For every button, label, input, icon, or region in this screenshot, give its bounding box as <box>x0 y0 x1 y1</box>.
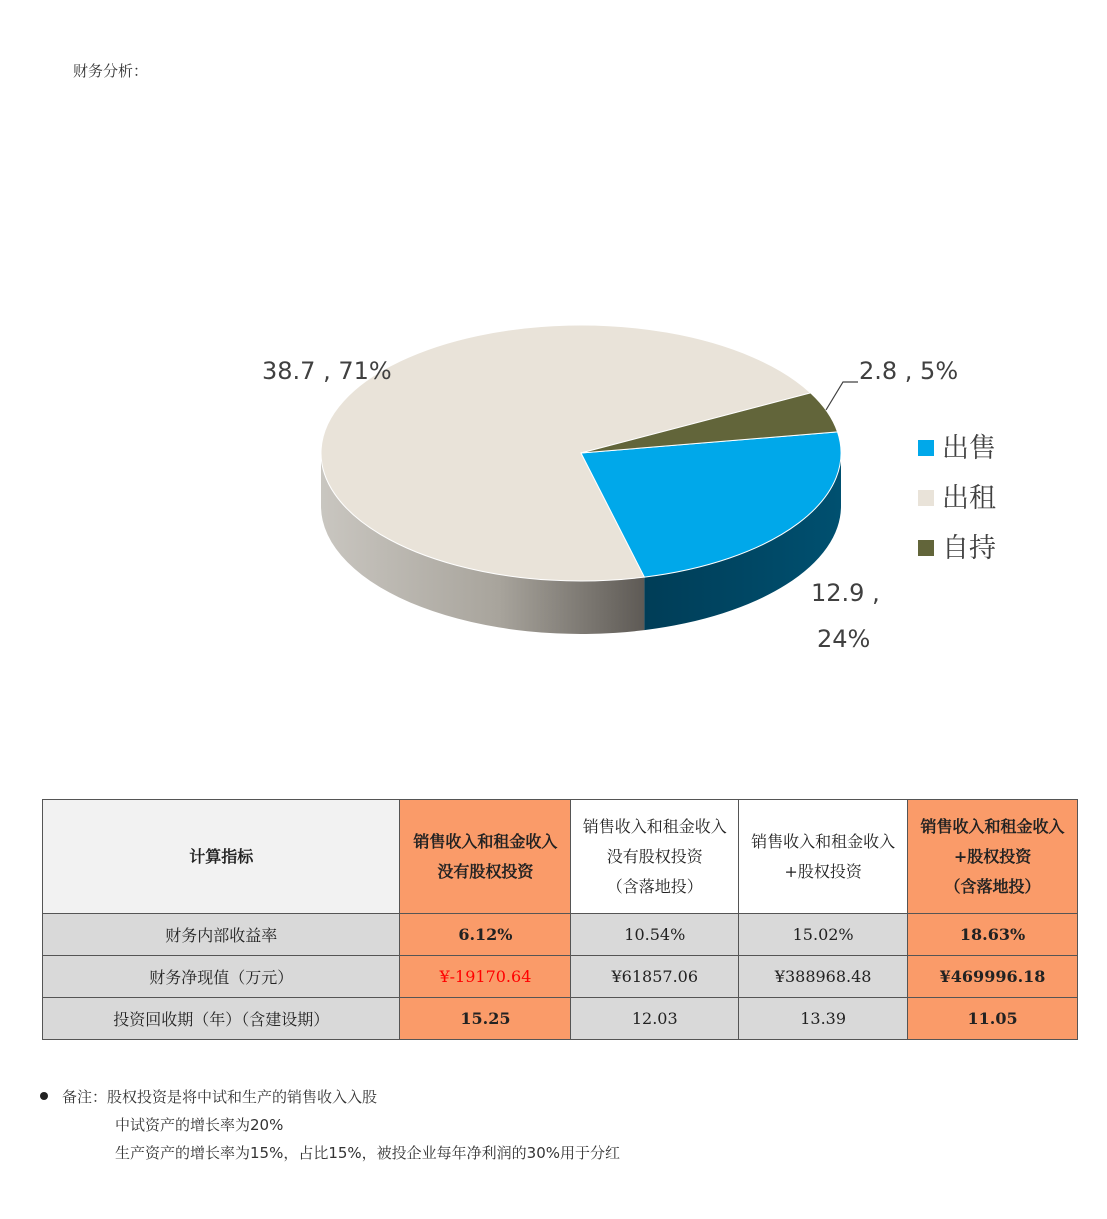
note-line-2: 中试资产的增长率为20% <box>115 1116 284 1134</box>
table-cell: 12.03 <box>571 998 739 1040</box>
financial-table <box>42 799 1078 1040</box>
table-cell: 15.25 <box>400 998 571 1040</box>
table-cell: 6.12% <box>400 914 571 956</box>
note-line-1: 备注：股权投资是将中试和生产的销售收入入股 <box>62 1088 378 1106</box>
table-cell-negative: ¥-19170.64 <box>400 956 571 998</box>
pie-label-sale-percent: 24% <box>817 625 871 653</box>
chart-legend <box>918 433 996 564</box>
table-cell: 15.02% <box>739 914 908 956</box>
table-row <box>43 914 1078 956</box>
row-label: 财务内部收益率 <box>43 914 400 956</box>
header-metric: 计算指标 <box>43 800 400 914</box>
table-row <box>43 998 1078 1040</box>
table-cell: 13.39 <box>739 998 908 1040</box>
table-cell: 18.63% <box>908 914 1078 956</box>
legend-swatch-rent <box>918 490 934 506</box>
financial-table-wrapper <box>42 799 1078 1040</box>
header-col-3: 销售收入和租金收入 +股权投资 <box>739 800 908 914</box>
legend-swatch-sale <box>918 440 934 456</box>
pie-label-self: 2.8 , 5% <box>859 357 959 385</box>
row-label: 投资回收期（年）（含建设期） <box>43 998 400 1040</box>
table-header-row <box>43 800 1078 914</box>
table-cell: 11.05 <box>908 998 1078 1040</box>
header-col-1: 销售收入和租金收入 没有股权投资 <box>400 800 571 914</box>
table-cell: ¥469996.18 <box>908 956 1078 998</box>
row-label: 财务净现值（万元） <box>43 956 400 998</box>
table-cell: ¥61857.06 <box>571 956 739 998</box>
header-col-4: 销售收入和租金收入 +股权投资 （含落地投） <box>908 800 1078 914</box>
table-row <box>43 956 1078 998</box>
section-title: 财务分析： <box>73 62 149 80</box>
bullet-icon <box>40 1092 48 1100</box>
legend-label-sale: 出售 <box>942 433 996 464</box>
legend-label-self: 自持 <box>942 533 996 564</box>
table-cell: ¥388968.48 <box>739 956 908 998</box>
table-cell: 10.54% <box>571 914 739 956</box>
header-col-2: 销售收入和租金收入 没有股权投资 （含落地投） <box>571 800 739 914</box>
pie-label-sale-value: 12.9 , <box>811 579 880 607</box>
legend-label-rent: 出租 <box>942 483 996 514</box>
note-line-3: 生产资产的增长率为15%，占比15%，被投企业每年净利润的30%用于分红 <box>115 1144 621 1162</box>
pie-label-rent: 38.7 , 71% <box>262 357 392 385</box>
pie-leader-line-self <box>826 382 858 410</box>
notes-section <box>40 1083 620 1167</box>
legend-swatch-self <box>918 540 934 556</box>
